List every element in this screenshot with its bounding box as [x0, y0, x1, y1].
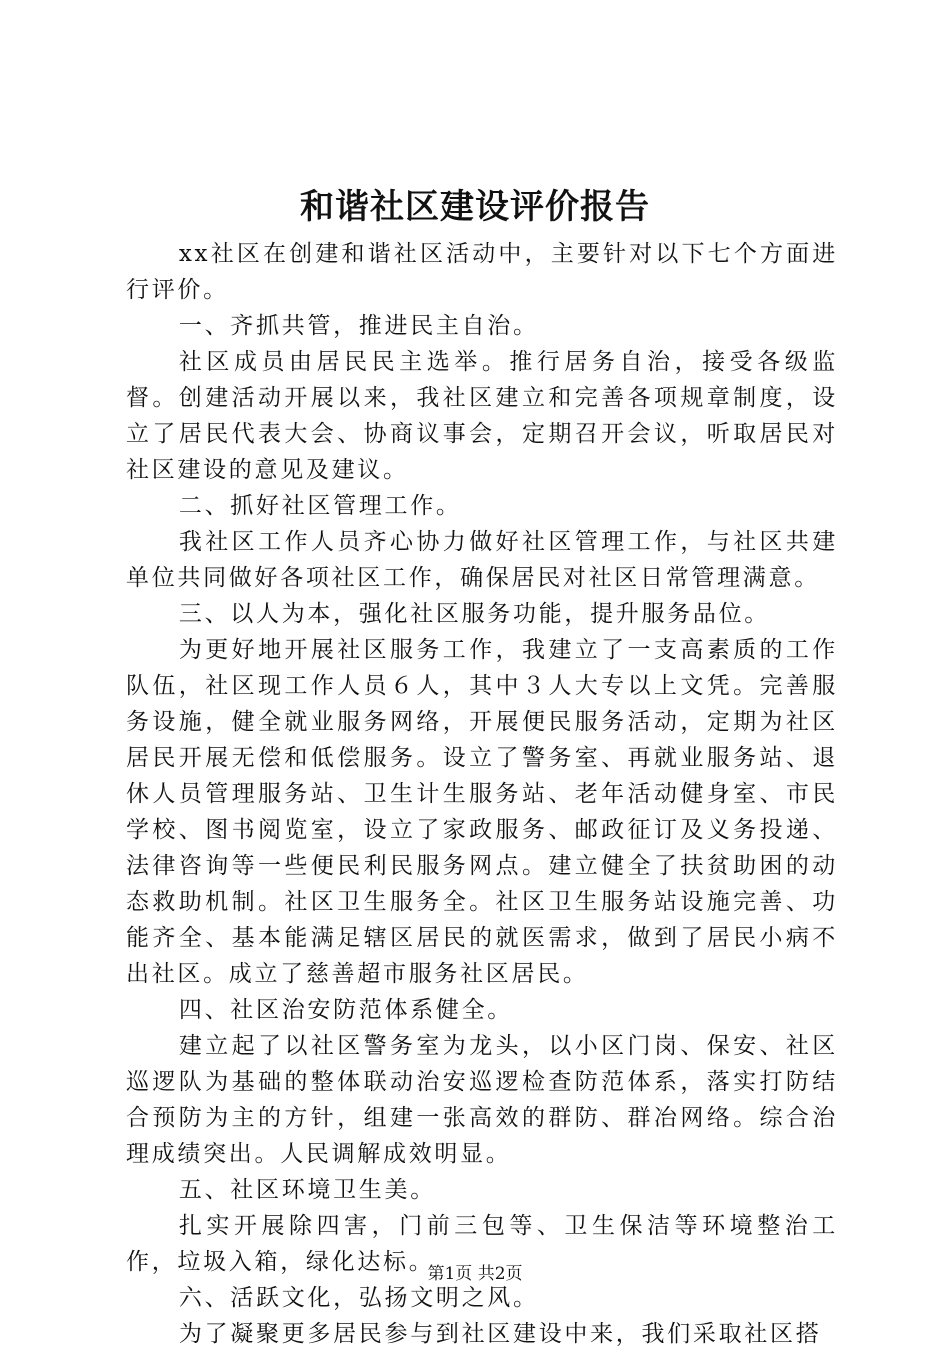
document-body	[126, 236, 838, 1352]
section-heading-6: 六、活跃文化，弘扬文明之风。	[178, 1285, 539, 1311]
paragraph-4: 建立起了以社区警务室为龙头，以小区门岗、保安、社区巡逻队为基础的整体联动治安巡逻检查防范体系，落实打防结合预防为主的方针，组建一张高效的群防、群冶网络。综合治理成绩突出。人民调解成效明显。	[126, 1033, 838, 1167]
section-heading-4: 四、社区治安防范体系健全。	[178, 997, 513, 1023]
page-footer: 第1页 共2页	[427, 1264, 523, 1284]
paragraph-5: 扎实开展除四害，门前三包等、卫生保洁等环境整治工作，垃圾入箱，绿化达标。	[126, 1213, 838, 1275]
paragraph-intro: xx社区在创建和谐社区活动中，主要针对以下七个方面进行评价。	[126, 241, 838, 303]
paragraph-3: 为更好地开展社区服务工作，我建立了一支高素质的工作队伍，社区现工作人员６人，其中３人大专以上文凭。完善服务设施，健全就业服务网络，开展便民服务活动，定期为社区居民开展无偿和低偿服务。设立了警务室、再就业服务站、退休人员管理服务站、卫生计生服务站、老年活动健身室、市民学校、图书阅览室，设立了家政服务、邮政征订及义务投递、法律咨询等一些便民利民服务网点。建立健全了扶贫助困的动态救助机制。社区卫生服务全。社区卫生服务站设施完善、功能齐全、基本能满足辖区居民的就医需求，做到了居民小病不出社区。成立了慈善超市服务社区居民。	[126, 637, 838, 987]
document-title: 和谐社区建设评价报告	[300, 187, 650, 227]
paragraph-6: 为了凝聚更多居民参与到社区建设中来，我们采取社区搭	[178, 1321, 822, 1347]
section-heading-2: 二、抓好社区管理工作。	[178, 493, 462, 519]
section-heading-1: 一、齐抓共管，推进民主自治。	[178, 313, 539, 339]
section-heading-5: 五、社区环境卫生美。	[178, 1177, 436, 1203]
section-heading-3: 三、以人为本，强化社区服务功能，提升服务品位。	[178, 601, 770, 627]
paragraph-1: 社区成员由居民民主选举。推行居务自治，接受各级监督。创建活动开展以来，我社区建立和完善各项规章制度，设立了居民代表大会、协商议事会，定期召开会议，听取居民对社区建设的意见及建议。	[126, 349, 838, 483]
paragraph-2: 我社区工作人员齐心协力做好社区管理工作，与社区共建单位共同做好各项社区工作，确保居民对社区日常管理满意。	[126, 529, 838, 591]
